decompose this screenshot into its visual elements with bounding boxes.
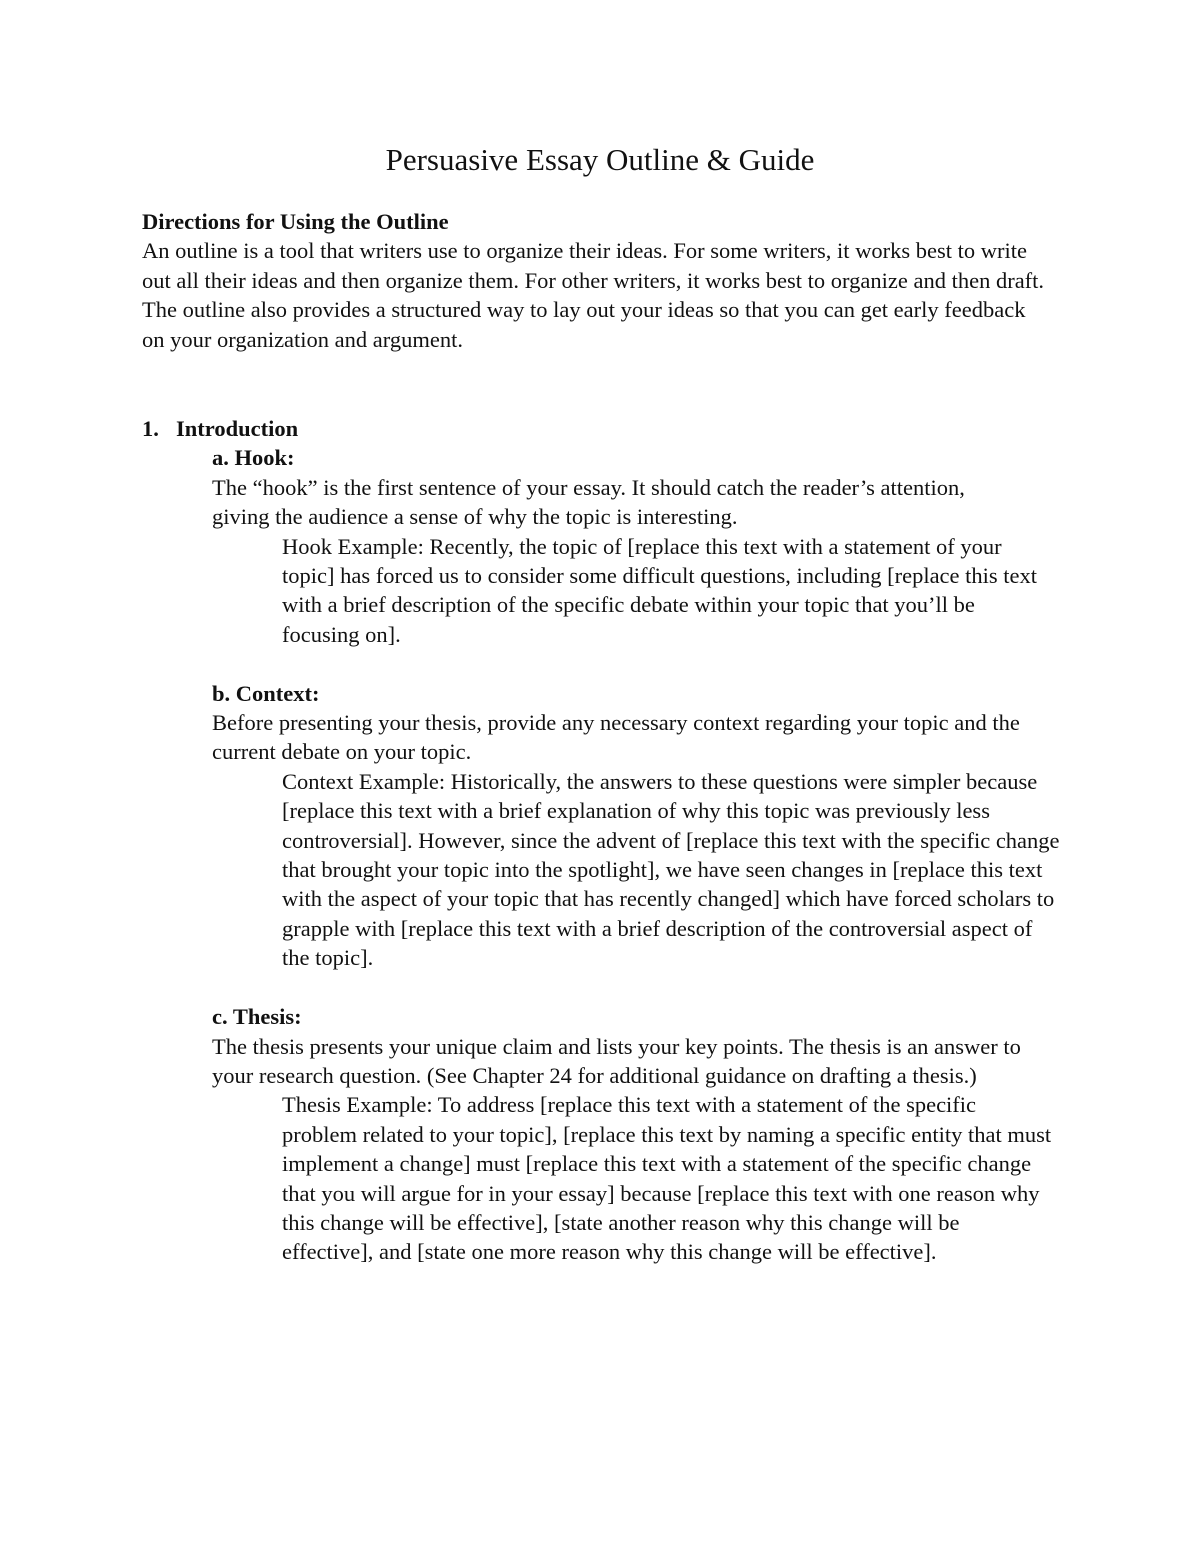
subsection-example: Thesis Example: To address [replace this text with a statement of the specific problem related to your topic], [replace this text by naming a specific entity that must implement a change] must [replace this text with a statement of the specific change that you will argue for in your essay] because [replace this text with one reason why this change will be effective], [state another reason why this change will be effective], and [state one more reason why this change will be effective]. xyxy=(282,1092,1052,1265)
section-number: 1. xyxy=(142,416,159,441)
subsection-context xyxy=(212,679,1062,973)
subsection-thesis xyxy=(212,1002,1062,1267)
subsection-hook xyxy=(212,443,1062,649)
directions-heading: Directions for Using the Outline xyxy=(142,209,449,234)
subsection-label: b. Context: xyxy=(212,680,320,706)
spacer xyxy=(142,649,1062,678)
subsection-description: The “hook” is the first sentence of your essay. It should catch the reader’s attention, giving the audience a sense of why the topic is interesting. xyxy=(212,474,965,530)
subsection-description: The thesis presents your unique claim and lists your key points. The thesis is an answer to your research question. (See Chapter 24 for additional guidance on drafting a thesis.) xyxy=(212,1033,1021,1088)
section-heading xyxy=(142,414,1062,443)
page-title: Persuasive Essay Outline & Guide xyxy=(385,142,815,177)
subsection-label: c. Thesis: xyxy=(212,1004,302,1030)
subsection-label: a. Hook: xyxy=(212,445,295,471)
section-title: Introduction xyxy=(176,416,299,441)
directions-body: An outline is a tool that writers use to organize their ideas. For some writers, it works best to write out all their ideas and then organize them. For other writers, it works best to organize and then draft. The outline also provides a structured way to lay out your ideas so that you can get early feedback on your organization and argument. xyxy=(142,238,1045,352)
spacer xyxy=(142,973,1062,1002)
subsection-example: Hook Example: Recently, the topic of [replace this text with a statement of your topic] has forced us to consider some difficult questions, including [replace this text with a brief description of the specific debate within your topic that you’ll be focusing on]. xyxy=(282,533,1038,647)
subsection-description: Before presenting your thesis, provide any necessary context regarding your topic and the current debate on your topic. xyxy=(212,710,1020,765)
outline-section xyxy=(142,414,1062,1267)
subsection-example: Context Example: Historically, the answers to these questions were simpler because [replace this text with a brief explanation of why this topic was previously less controversial]. However, since the advent of [replace this text with the specific change that brought your topic into the spotlight], we have seen changes in [replace this text with the aspect of your topic that has recently changed] which have forced scholars to grapple with [replace this text with a brief description of the controversial aspect of the topic]. xyxy=(282,768,1060,971)
directions-section xyxy=(142,207,1062,354)
